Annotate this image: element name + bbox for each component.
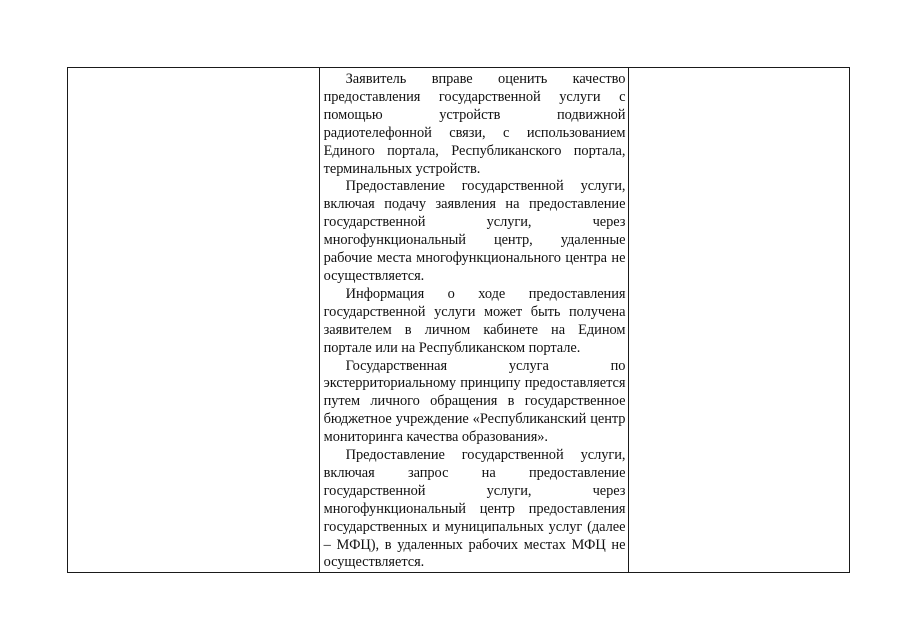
paragraph-mfc-request: Предоставление государственной услуги, включая запрос на предоставление государственной услуги, через многофункциональный центр предоставления государственных и муниципальных услуг (далее – МФЦ), в удаленных рабочих местах МФЦ не осуществляется. [323, 447, 626, 571]
table-cell-content [319, 68, 629, 573]
table-row [68, 68, 850, 573]
table-cell-left [68, 68, 320, 573]
paragraph-status-info: Информация о ходе предоставления государственной услуги может быть получена заявителем в личном кабинете на Едином портале или на Республиканском портале. [323, 285, 626, 356]
paragraph-mfc-submission: Предоставление государственной услуги, включая подачу заявления на предоставление государственной услуги, через многофункциональный центр, удаленные рабочие места многофункционального центра не осуществляется. [323, 178, 626, 284]
regulation-table [67, 67, 850, 573]
paragraph-assessment: Заявитель вправе оценить качество предоставления государственной услуги с помощью устройств подвижной радиотелефонной связи, с использованием Единого портала, Республиканского портала, терминальных устройств. [323, 71, 626, 177]
table-cell-right [629, 68, 850, 573]
paragraph-extraterritorial: Государственная услуга по экстерриториальному принципу предоставляется путем личного обращения в государственное бюджетное учреждение «Республиканский центр мониторинга качества образования». [323, 357, 626, 446]
